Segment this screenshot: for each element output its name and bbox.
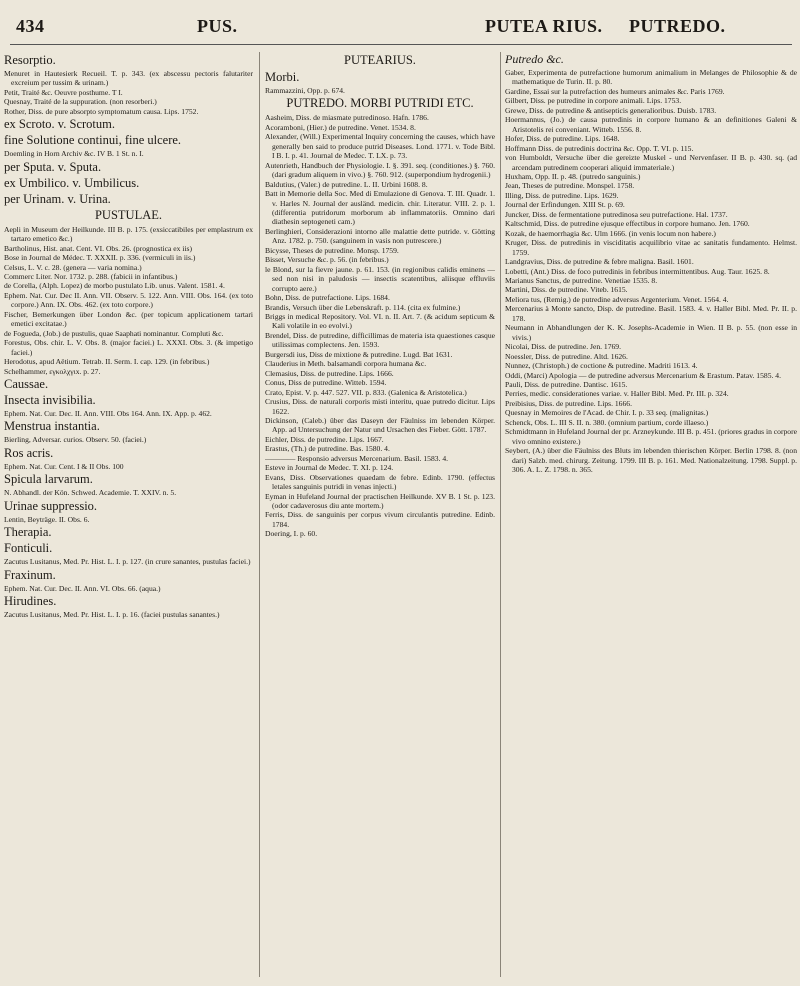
bibliography-entry: Gardine, Essai sur la putrefaction des humeurs animales &c. Paris 1769. [505, 86, 725, 96]
bibliography-entry: N. Abhandl. der Kön. Schwed. Academie. T. XXIV. n. 5. [4, 488, 177, 498]
bibliography-entry: Rammazzini, Opp. p. 674. [265, 86, 345, 95]
section-heading: Hirudines. [4, 594, 57, 609]
bibliography-entry: Kaltschmid, Diss. de putredine ejusque effectibus in corpore humano. Jen. 1760. [505, 219, 750, 229]
column-middle [265, 52, 495, 982]
bibliography-entry: Landgravius, Diss. de putredine & febre maligna. Basil. 1601. [505, 257, 694, 267]
bibliography-entry: Ephem. Nat. Cur. Dec. II. Ann. VI. Obs. 66. (aqua.) [4, 583, 161, 593]
bibliography-entry: Neumann in Abhandlungen der K. K. Josephs-Academie in Wien. II B. p. 55. (non esse in vivis.) [505, 323, 797, 342]
bibliography-entry: Batt in Memorie della Soc. Med di Emulazione di Genova. T. III. Quadr. 1. v. Harles N. Journal der ausländ. medicin. chir. Literatur. VIII. 2. p. 1. (differentia putridorum morborum ab inflammatoriis. Omnino dari diathesin septogeneti cam.) [265, 189, 495, 227]
column-right [505, 52, 797, 982]
bibliography-entry: Kozak, de haemorrhagia &c. Ulm 1666. (in venis locum non habere.) [505, 228, 716, 238]
bibliography-entry: Eichler, Diss. de putredine. Lips. 1667. [265, 434, 384, 444]
bibliography-entry: Meliora tus, (Remig.) de putredine adversus Argenterium. Venet. 1564. 4. [505, 294, 729, 304]
bibliography-entry: Briggs in medical Repository. Vol. VI. n. II. Art. 7. (& acidum septicum & Kali volatile in eo evolvi.) [265, 311, 495, 331]
bibliography-entry: le Blond, sur la fievre jaune. p. 61. 153. (in regionibus calidis eminens — sed non nisi in paludosis — insectis scatentibus, aliisque effluviis corrupto aere.) [265, 264, 495, 293]
bibliography-entry: Herodotus, apud Aëtium. Tetrab. II. Serm. I. cap. 129. (in febribus.) [4, 357, 210, 367]
bibliography-entry: Doering, I. p. 60. [265, 529, 318, 539]
header-title-left: PUS. [197, 16, 238, 36]
bibliography-entry: Crato, Epist. V. p. 447. 527. VII. p. 833. (Galenica & Aristotelica.) [265, 387, 467, 397]
bibliography-entry: Forestus, Obs. chir. L. V. Obs. 8. (major faciei.) L. XXXI. Obs. 3. (& impetigo faciei.) [4, 338, 253, 357]
page-number: 434 [16, 16, 45, 36]
section-heading: Insecta invisibilia. [4, 392, 96, 407]
bibliography-entry: ———— Responsio adversus Mercenarium. Basil. 1583. 4. [265, 453, 449, 463]
column-divider [500, 52, 501, 977]
bibliography-entry: Perries, medic. considerationes variae. v. Haller Bibl. Med. Pr. III. p. 324. [505, 389, 729, 399]
bibliography-entry: Autenrieth, Handbuch der Physiologie. I. §. 391. seq. (conditiones.) §. 760. (dari gradum aliquem in vivo.) §. 760. 912. (superpondium hydrogenii.) [265, 160, 495, 180]
bibliography-entry: Menuret in Hautesierk Recueil. T. p. 343. (ex abscessu pectoris falutariter excreium per tussim & urinam.) [4, 69, 253, 88]
bibliography-entry: Bierling, Adversar. curios. Observ. 50. (faciei.) [4, 435, 147, 445]
bibliography-entry: Hoffmann Diss. de putredinis doctrina &c. Opp. T. VI. p. 115. [505, 143, 694, 153]
section-heading: PUTEARIUS. [344, 53, 416, 67]
bibliography-entry: Zacutus Lusitanus, Med. Pr. Hist. L. I. p. 127. (in crure sanantes, pustulas faciei.) [4, 557, 251, 567]
bibliography-entry: de Corella, (Alph. Lopez) de morbo pustulato Lib. unus. Valent. 1581. 4. [4, 281, 225, 291]
bibliography-entry: Gilbert, Diss. pe putredine in corpore animali. Lips. 1753. [505, 96, 682, 106]
header-rule [10, 44, 792, 45]
bibliography-entry: Rother, Diss. de pure absorpto symptomatum causa. Lips. 1752. [4, 106, 199, 116]
bibliography-entry: Alexander, (Will.) Experimental Inquiry concerning the causes, which have generally ben said to produce putrid Diseases. Lond. 1771. v. Tode Bibl. I B. I. p. 41. Journal de Medec. T. LX. p. 73. [265, 132, 495, 161]
bibliography-entry: Nicolai, Diss. de putredine. Jen. 1769. [505, 342, 621, 352]
bibliography-entry: Nunnez, (Christoph.) de coctione & putredine. Madriti 1613. 4. [505, 361, 698, 371]
bibliography-entry: Quesnay in Memoires de l'Acad. de Chir. I. p. 33 seq. (malignitas.) [505, 408, 709, 418]
section-heading: Resorptio. [4, 53, 56, 67]
running-header [0, 16, 800, 42]
section-heading: Spicula larvarum. [4, 472, 93, 487]
bibliography-entry: Gaber, Experimenta de putrefactione humorum animalium in Melanges de Philosophie & de mathematique de Turin. II. p. 80. [505, 68, 797, 87]
bibliography-entry: Illing, Diss. de putredine. Lips. 1629. [505, 190, 619, 200]
bibliography-entry: Burgersdi ius, Diss de mixtione & putredine. Lugd. Bat 1631. [265, 349, 453, 359]
bibliography-entry: Martini, Diss. de putredine. Viteb. 1615. [505, 285, 628, 295]
section-heading: Urinae suppressio. [4, 498, 98, 513]
bibliography-entry: Ephem. Nat. Cur. Dec. II. Ann. VIII. Obs 164. Ann. IX. App. p. 462. [4, 408, 212, 418]
bibliography-entry: Bicysse, Theses de putredine. Monsp. 1759. [265, 245, 399, 255]
section-heading: Therapia. [4, 525, 52, 540]
section-heading: Putredo &c. [505, 52, 564, 66]
bibliography-entry: Aasheim, Diss. de miasmate putredinoso. Hafn. 1786. [265, 113, 429, 123]
bibliography-entry: Celsus, L. V. c. 28. (genera — varia nomina.) [4, 262, 142, 272]
bibliography-entry: Schenck, Obs. L. III S. II. n. 380. (omnium partium, corde illaeso.) [505, 417, 709, 427]
bibliography-entry: Hofer, Diss. de putredine. Lips. 1648. [505, 134, 620, 144]
header-title-center: PUTEA RIUS. [485, 16, 603, 36]
bibliography-entry: Commerc Liter. Nor. 1732. p. 288. (fabicii in infantibus.) [4, 271, 178, 281]
bibliography-entry: Grewe, Diss. de putredine & antisepticis generalioribus. Duisb. 1783. [505, 105, 717, 115]
bibliography-entry: Lentin, Beyträge. II. Obs. 6. [4, 514, 90, 524]
section-heading: Menstrua instantia. [4, 419, 100, 434]
bibliography-entry: Acoramboni, (Hier.) de putredine. Venet. 1534. 8. [265, 122, 416, 132]
bibliography-entry: Bose in Journal de Médec. T. XXXII. p. 336. (vermiculi in iis.) [4, 253, 196, 263]
bibliography-entry: Brandis, Versuch über die Lebenskraft. p. 114. (cita ex fulmine.) [265, 302, 461, 312]
bibliography-entry: Seybert, (A.) über die Fäulniss des Bluts im lebenden thierischen Körper. Berlin 1798. 8. (non dari) Salzb. med. chirurg. Zeitung. 1799. III B. p. 161. Med. Nationalzeitung. 1798. Suppl. p. 306. A. L. Z. 1798. n. 365. [505, 446, 797, 475]
bibliography-entry: Brendel, Diss. de putredine, difficillimas de materia ista quaestiones casque utilissimas complectens. Jen. 1593. [265, 330, 495, 350]
bibliography-entry: Baldutius, (Valer.) de putredine. L. II. Urbini 1608. 8. [265, 179, 428, 189]
section-heading: Caussae. [4, 376, 49, 391]
section-heading: ex Umbilico. v. Umbilicus. [4, 175, 140, 190]
section-heading: per Urinam. v. Urina. [4, 191, 111, 206]
bibliography-entry: Quesnay, Traité de la suppuration. (non resorberi.) [4, 97, 157, 107]
header-title-right: PUTREDO. [629, 16, 726, 36]
column-left [4, 52, 253, 982]
bibliography-entry: Evans, Diss. Observationes quaedam de febre. Edinb. 1790. (effectus letales sanguinis putridi in venas injecti.) [265, 472, 495, 492]
bibliography-entry: Juncker, Diss. de fermentatione putredinosa seu putrefactione. Hal. 1737. [505, 209, 728, 219]
bibliography-entry: Clemasius, Diss. de putredine. Lips. 1666. [265, 368, 394, 378]
bibliography-entry: Lobetti, (Ant.) Diss. de foco putredinis in febribus intermittentibus. Aug. Taur. 1625. 8. [505, 266, 770, 276]
bibliography-entry: Doemling in Horn Archiv &c. IV B. 1 St. n. I. [4, 149, 144, 159]
section-heading: PUSTULAE. [94, 207, 163, 222]
bibliography-entry: Ephem. Nat. Cur. Cent. I & II Obs. 100 [4, 461, 124, 471]
section-heading: ex Scroto. v. Scrotum. [4, 117, 115, 132]
bibliography-entry: Crusius, Diss. de naturali corporis misti interitu, quae putredo dicitur. Lips 1622. [265, 397, 495, 416]
bibliography-entry: Petit, Traité &c. Oeuvre posthume. T I. [4, 87, 123, 97]
bibliography-entry: Oddi, (Marci) Apologia — de putredine adversus Mercenarium & Erastum. Patav. 1585. 4. [505, 370, 781, 380]
column-divider [259, 52, 260, 977]
bibliography-entry: Bartholinus, Hist. anat. Cent. VI. Obs. 26. (prognostica ex iis) [4, 243, 192, 253]
bibliography-entry: Marianus Sanctus, de putredine. Venetiae 1535. 8. [505, 275, 658, 285]
bibliography-entry: Pauli, Diss. de putredine. Dantisc. 1615. [505, 379, 628, 389]
section-heading: Fraxinum. [4, 567, 56, 582]
bibliography-entry: Bisset, Versuche &c. p. 56. (in febribus.) [265, 255, 389, 265]
bibliography-entry: Schmidtmann in Hufeland Journal der pr. Arzneykunde. III B. p. 451. (priores gradus in corpore vivo omnino existere.) [505, 427, 797, 446]
bibliography-entry: de Fogueda, (Job.) de pustulis, quae Saaphati nominantur. Compluti &c. [4, 328, 224, 338]
bibliography-entry: Jean, Theses de putredine. Monspel. 1758. [505, 181, 635, 191]
bibliography-entry: Kruger, Diss. de putredinis in visciditatis acquilibrio vitae ac sanitatis fundamento. Helmst. 1759. [505, 238, 797, 257]
bibliography-entry: Conus, Diss de putredine. Witteb. 1594. [265, 378, 387, 388]
section-heading: fine Solutione continui, fine ulcere. [4, 133, 182, 148]
bibliography-entry: Huxham, Opp. II. p. 48. (putredo sanguinis.) [505, 171, 641, 181]
section-heading: Morbi. [265, 70, 300, 84]
bibliography-entry: Journal der Erfindungen. XIII St. p. 69. [505, 200, 625, 210]
bibliography-entry: Schelhammer, εγκολχγιx. p. 27. [4, 366, 101, 376]
bibliography-entry: Esteve in Journal de Medec. T. XI. p. 124. [265, 463, 394, 473]
section-heading: Ros acris. [4, 445, 54, 460]
section-heading: per Sputa. v. Sputa. [4, 159, 102, 174]
bibliography-entry: Erastus, (Th.) de putredine. Bas. 1580. 4. [265, 444, 390, 454]
bibliography-entry: Mercenarius à Monte sancto, Disp. de putredine. Basil. 1583. 4. v. Haller Bibl. Med. Pr. II. p. 178. [505, 304, 797, 323]
bibliography-entry: Eyman in Hufeland Journal der practischen Heilkunde. XV B. 1 St. p. 123. (odor cadaverosus diu ante mortem.) [265, 491, 495, 511]
section-heading: PUTREDO. MORBI PUTRIDI ETC. [286, 96, 474, 111]
bibliography-entry: Aepli in Museum der Heilkunde. III B. p. 175. (exsiccatibiles per emplastrum ex tartaro emetico &c.) [4, 224, 253, 244]
bibliography-entry: Berlinghieri, Considerazioni intorno alle malattie dette putride. v. Götting Anz. 1782. p. 750. (sanguinem in vasis non putrescere.) [265, 226, 495, 246]
bibliography-entry: Preibisius, Diss. de putredine. Lips. 1666. [505, 398, 632, 408]
section-heading: Fonticuli. [4, 541, 53, 556]
bibliography-entry: Zacutus Lusitanus, Med. Pr. Hist. L. I. p. 16. (faciei pustulas sanantes.) [4, 610, 220, 620]
bibliography-entry: Hoermannus, (Jo.) de causa putredinis in corpore humano & an definitiones Galeni & Aristotelis rei conveniant. Witteb. 1556. 8. [505, 115, 797, 134]
bibliography-entry: Dickinson, (Caleb.) über das Daseyn der Fäulniss im lebenden Körper. App. ad Untersuchung der Natur und Ursachen des Fieber. Gött. 1787. [265, 415, 495, 435]
bibliography-entry: Bohn, Diss. de putrefactione. Lips. 1684. [265, 293, 390, 303]
bibliography-entry: von Humboldt, Versuche über die gereizte Muskel - und Nervenfaser. II B. p. 430. sq. (ad arcendam putredinem cooperari aliquid immateriale.) [505, 153, 797, 172]
bibliography-entry: Fischer, Bemerkungen über London &c. (per topicum applicationem tartari emetici excitatae.) [4, 309, 253, 329]
bibliography-entry: Clauderius in Meth. balsamandi corpora humana &c. [265, 359, 427, 369]
bibliography-entry: Ephem. Nat. Cur. Dec II. Ann. VII. Observ. 5. 122. Ann. VIII. Obs. 164. (ex toto corpore.) Ann. IX. Obs. 462. (ex toto corpore.) [4, 290, 253, 310]
bibliography-entry: Noessler, Diss. de putredine. Altd. 1626. [505, 351, 628, 361]
bibliography-entry: Ferris, Diss. de sanguinis per corpus vivum circulantis putredine. Edinb. 1784. [265, 510, 495, 529]
